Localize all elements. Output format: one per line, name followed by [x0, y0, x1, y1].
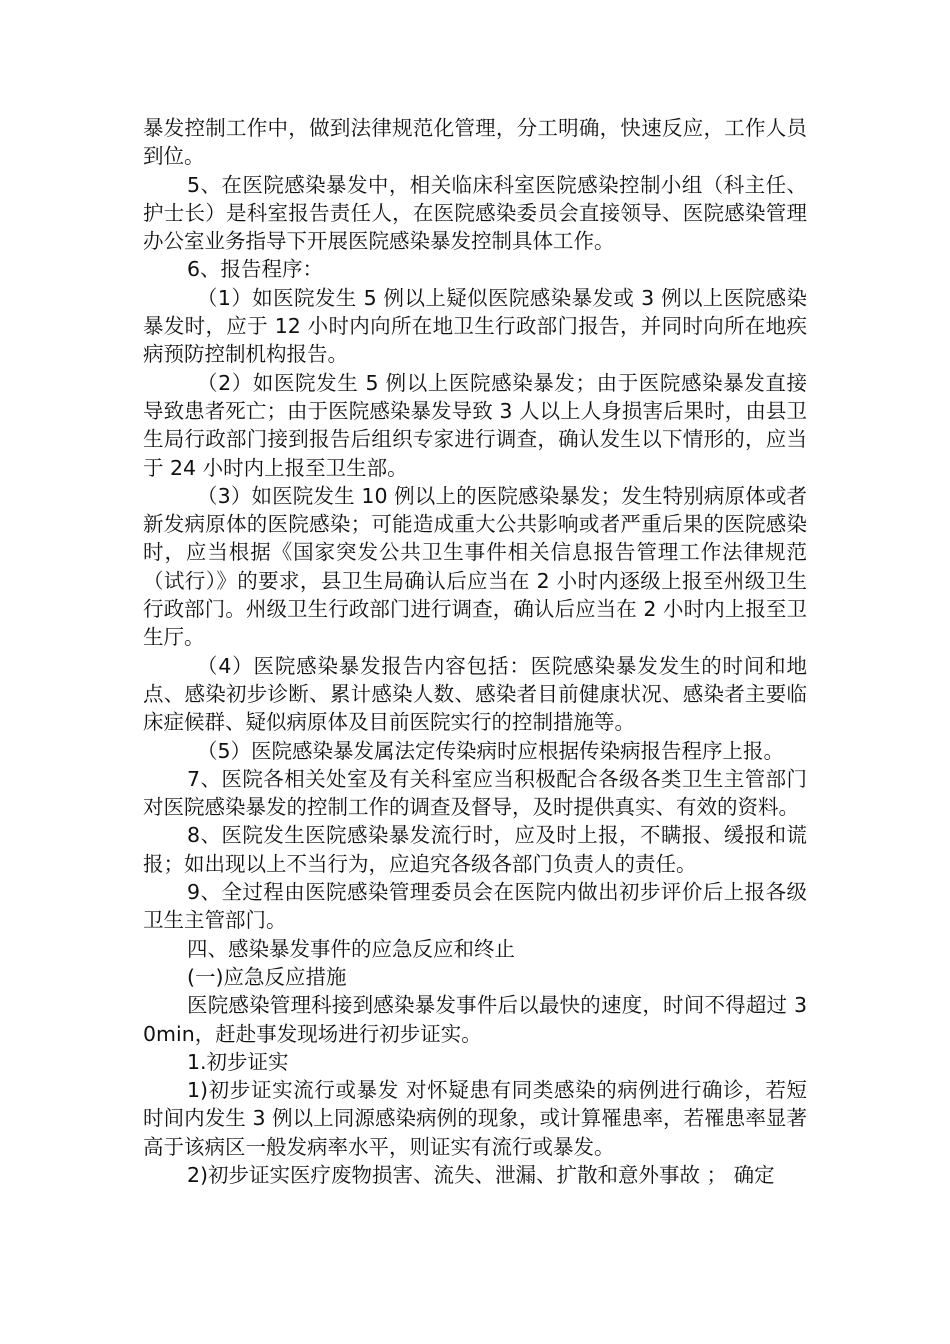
subsection-heading-1: (一)应急反应措施: [187, 964, 347, 989]
section-heading-4: 四、感染暴发事件的应急反应和终止: [187, 936, 515, 961]
paragraph-item-5: 5、在医院感染暴发中，相关临床科室医院感染控制小组（科主任、护士长）是科室报告责任人，在医院感染委员会直接领导、医院感染管理办公室业务指导下开展医院感染暴发控制具体工作。: [143, 172, 807, 254]
step-heading-1: 1.初步证实: [187, 1049, 289, 1074]
document-body: [143, 114, 807, 1189]
paragraph-item-9: 9、全过程由医院感染管理委员会在医院内做出初步评价后上报各级卫生主管部门。: [143, 880, 807, 933]
paragraph-step-1-1: 1)初步证实流行或暴发 对怀疑患有同类感染的病例进行确诊，若短时间内发生 3 例以上同源感染病例的现象，或计算罹患率，若罹患率显著高于该病区一般发病率水平，则证实有流行或暴发。: [143, 1078, 807, 1159]
paragraph-subitem-5: （5）医院感染暴发属法定传染病时应根据传染病报告程序上报。: [197, 738, 785, 763]
paragraph-subitem-1: （1）如医院发生 5 例以上疑似医院感染暴发或 3 例以上医院感染暴发时，应于 12 小时内向所在地卫生行政部门报告，并同时向所在地疾病预防控制机构报告。: [143, 285, 807, 367]
paragraph-step-1-2: 2)初步证实医疗废物损害、流失、泄漏、扩散和意外事故 ； 确定: [187, 1162, 775, 1187]
paragraph-item-6: 6、报告程序：: [187, 257, 324, 282]
paragraph-continuation: 暴发控制工作中，做到法律规范化管理，分工明确，快速反应，工作人员到位。: [143, 116, 807, 169]
paragraph-item-8: 8、医院发生医院感染暴发流行时，应及时上报，不瞒报、缓报和谎报；如出现以上不当行为，应追究各级各部门负责人的责任。: [143, 823, 807, 876]
paragraph-response: 医院感染管理科接到感染暴发事件后以最快的速度，时间不得超过 30min，赶赴事发现场进行初步证实。: [143, 993, 807, 1046]
paragraph-subitem-3: （3）如医院发生 10 例以上的医院感染暴发；发生特别病原体或者新发病原体的医院感染；可能造成重大公共影响或者严重后果的医院感染时，应当根据《国家突发公共卫生事件相关信息报告管理工作法律规范（试行）》的要求，县卫生局确认后应当在 2 小时内逐级上报至州级卫生行政部门。州级卫生行政部门进行调查，确认后应当在 2 小时内上报至卫生厅。: [143, 483, 807, 650]
paragraph-subitem-2: （2）如医院发生 5 例以上医院感染暴发；由于医院感染暴发直接导致患者死亡；由于医院感染暴发导致 3 人以上人身损害后果时，由县卫生局行政部门接到报告后组织专家进行调查，确认发生以下情形的，应当于 24 小时内上报至卫生部。: [143, 370, 807, 480]
paragraph-item-7: 7、医院各相关处室及有关科室应当积极配合各级各类卫生主管部门对医院感染暴发的控制工作的调查及督导，及时提供真实、有效的资料。: [143, 766, 807, 820]
paragraph-subitem-4: （4）医院感染暴发报告内容包括：医院感染暴发发生的时间和地点、感染初步诊断、累计感染人数、感染者目前健康状况、感染者主要临床症候群、疑似病原体及目前医院实行的控制措施等。: [143, 653, 807, 735]
